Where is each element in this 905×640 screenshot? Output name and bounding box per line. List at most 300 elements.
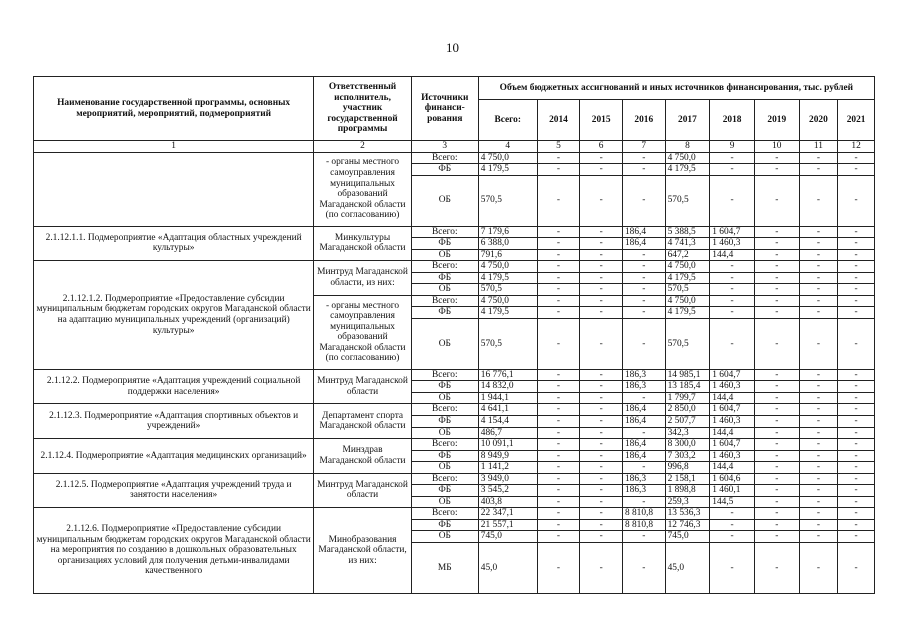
year-value-cell: 570,5	[665, 318, 710, 369]
year-value-cell: 144,5	[710, 496, 755, 508]
year-value-cell: 144,4	[710, 462, 755, 474]
year-value-cell: -	[754, 381, 799, 393]
year-value-cell: -	[710, 272, 755, 284]
year-value-cell: -	[710, 295, 755, 307]
year-value-cell: 186,4	[622, 404, 665, 416]
year-value-cell: -	[838, 226, 875, 238]
year-value-cell: -	[537, 226, 580, 238]
year-value-cell: -	[622, 462, 665, 474]
year-value-cell: -	[537, 542, 580, 593]
table-row	[34, 369, 875, 381]
measure-name	[34, 152, 314, 226]
column-index: 5	[537, 141, 580, 153]
year-value-cell: -	[838, 238, 875, 250]
column-index: 1	[34, 141, 314, 153]
year-value-cell: -	[799, 415, 838, 427]
executor-cell: Минздрав Магаданской области	[314, 439, 411, 474]
year-value-cell: -	[799, 404, 838, 416]
year-value-cell: -	[580, 284, 623, 296]
year-value-cell: -	[622, 152, 665, 164]
year-value-cell: 144,4	[710, 427, 755, 439]
year-value-cell: -	[580, 404, 623, 416]
year-value-cell: 647,2	[665, 249, 710, 261]
header-year: 2018	[710, 100, 755, 141]
year-value-cell: 259,3	[665, 496, 710, 508]
year-value-cell: 13 536,3	[665, 508, 710, 520]
year-value-cell: -	[838, 542, 875, 593]
year-value-cell: -	[754, 485, 799, 497]
year-value-cell: 144,4	[710, 392, 755, 404]
year-value-cell: -	[537, 318, 580, 369]
year-value-cell: -	[754, 175, 799, 226]
total-cell: 4 179,5	[478, 272, 537, 284]
year-value-cell: -	[580, 307, 623, 319]
year-value-cell: -	[622, 392, 665, 404]
year-value-cell: -	[537, 249, 580, 261]
year-value-cell: -	[754, 369, 799, 381]
year-value-cell: -	[754, 542, 799, 593]
year-value-cell: -	[754, 519, 799, 531]
year-value-cell: 14 985,1	[665, 369, 710, 381]
year-value-cell: -	[710, 307, 755, 319]
year-value-cell: 186,4	[622, 238, 665, 250]
year-value-cell: 570,5	[665, 175, 710, 226]
year-value-cell: 186,3	[622, 485, 665, 497]
year-value-cell: -	[537, 427, 580, 439]
source-cell: ФБ	[411, 519, 478, 531]
source-cell: Всего:	[411, 508, 478, 520]
column-index: 6	[580, 141, 623, 153]
year-value-cell: -	[838, 508, 875, 520]
year-value-cell: -	[580, 238, 623, 250]
total-cell: 486,7	[478, 427, 537, 439]
year-value-cell: 186,3	[622, 473, 665, 485]
source-cell: ОБ	[411, 531, 478, 543]
year-value-cell: 1 460,3	[710, 415, 755, 427]
year-value-cell: 1 604,7	[710, 404, 755, 416]
source-cell: ОБ	[411, 427, 478, 439]
source-cell: ОБ	[411, 175, 478, 226]
year-value-cell: -	[799, 473, 838, 485]
year-value-cell: -	[799, 485, 838, 497]
year-value-cell: -	[838, 261, 875, 273]
year-value-cell: -	[622, 531, 665, 543]
total-cell: 21 557,1	[478, 519, 537, 531]
year-value-cell: -	[537, 392, 580, 404]
total-cell: 4 750,0	[478, 152, 537, 164]
year-value-cell: -	[537, 404, 580, 416]
year-value-cell: 4 179,5	[665, 272, 710, 284]
measure-name: 2.1.12.6. Подмероприятие «Предоставление субсидии муниципальным бюджетам городских округов Магаданской области на мероприятия по созданию в дошкольных образовательных организациях условий для получения детьми-инвалидами качественного	[34, 508, 314, 594]
year-value-cell: 5 388,5	[665, 226, 710, 238]
column-index: 4	[478, 141, 537, 153]
total-cell: 570,5	[478, 284, 537, 296]
year-value-cell: -	[799, 249, 838, 261]
source-cell: Всего:	[411, 439, 478, 451]
source-cell: ФБ	[411, 450, 478, 462]
year-value-cell: -	[537, 238, 580, 250]
year-value-cell: -	[537, 531, 580, 543]
header-name: Наименование государственной программы, основных мероприятий, мероприятий, подмероприятий	[34, 77, 314, 141]
year-value-cell: 745,0	[665, 531, 710, 543]
total-cell: 4 179,5	[478, 164, 537, 176]
year-value-cell: -	[799, 519, 838, 531]
header-year: Всего:	[478, 100, 537, 141]
year-value-cell: -	[580, 450, 623, 462]
year-value-cell: -	[710, 164, 755, 176]
year-value-cell: -	[754, 272, 799, 284]
year-value-cell: -	[799, 381, 838, 393]
source-cell: ФБ	[411, 485, 478, 497]
header-executor: Ответственный исполнитель, участник государственной программы	[314, 77, 411, 141]
year-value-cell: -	[537, 439, 580, 451]
source-cell: Всего:	[411, 369, 478, 381]
measure-name: 2.1.12.3. Подмероприятие «Адаптация спортивных объектов и учреждений»	[34, 404, 314, 439]
year-value-cell: 186,4	[622, 450, 665, 462]
year-value-cell: -	[838, 473, 875, 485]
year-value-cell: -	[838, 485, 875, 497]
year-value-cell: -	[754, 307, 799, 319]
year-value-cell: -	[754, 226, 799, 238]
year-value-cell: 144,4	[710, 249, 755, 261]
executor-cell: Минтруд Магаданской области	[314, 473, 411, 508]
measure-name: 2.1.12.5. Подмероприятие «Адаптация учреждений труда и занятости населения»	[34, 473, 314, 508]
year-value-cell: -	[838, 427, 875, 439]
year-value-cell: -	[580, 175, 623, 226]
year-value-cell: -	[754, 473, 799, 485]
year-value-cell: -	[580, 427, 623, 439]
year-value-cell: -	[537, 519, 580, 531]
year-value-cell: -	[622, 249, 665, 261]
year-value-cell: -	[622, 272, 665, 284]
year-value-cell: -	[799, 531, 838, 543]
source-cell: ФБ	[411, 307, 478, 319]
year-value-cell: -	[754, 404, 799, 416]
year-value-cell: -	[838, 462, 875, 474]
year-value-cell: -	[537, 450, 580, 462]
year-value-cell: -	[580, 272, 623, 284]
year-value-cell: 45,0	[665, 542, 710, 593]
year-value-cell: -	[754, 496, 799, 508]
year-value-cell: 7 303,2	[665, 450, 710, 462]
year-value-cell: -	[537, 175, 580, 226]
source-cell: ФБ	[411, 164, 478, 176]
total-cell: 1 141,2	[478, 462, 537, 474]
year-value-cell: 342,3	[665, 427, 710, 439]
year-value-cell: -	[622, 284, 665, 296]
year-value-cell: -	[754, 531, 799, 543]
year-value-cell: -	[754, 439, 799, 451]
year-value-cell: 8 810,8	[622, 508, 665, 520]
column-index: 7	[622, 141, 665, 153]
header-year: 2019	[754, 100, 799, 141]
year-value-cell: -	[710, 519, 755, 531]
year-value-cell: 8 810,8	[622, 519, 665, 531]
table-row	[34, 261, 875, 273]
source-cell: ФБ	[411, 272, 478, 284]
year-value-cell: -	[537, 415, 580, 427]
year-value-cell: -	[580, 531, 623, 543]
header-year: 2017	[665, 100, 710, 141]
year-value-cell: 186,3	[622, 381, 665, 393]
year-value-cell: -	[838, 249, 875, 261]
year-value-cell: -	[799, 226, 838, 238]
year-value-cell: 2 507,7	[665, 415, 710, 427]
year-value-cell: -	[838, 531, 875, 543]
year-value-cell: -	[799, 295, 838, 307]
total-cell: 3 949,0	[478, 473, 537, 485]
year-value-cell: 186,4	[622, 415, 665, 427]
year-value-cell: -	[622, 542, 665, 593]
year-value-cell: 1 460,3	[710, 238, 755, 250]
year-value-cell: 186,3	[622, 369, 665, 381]
measure-name: 2.1.12.1.2. Подмероприятие «Предоставление субсидии муниципальным бюджетам городских округов Магаданской области на адаптацию муниципальных учреждений (организаций) культуры»	[34, 261, 314, 370]
year-value-cell: 1 460,3	[710, 381, 755, 393]
year-value-cell: 4 750,0	[665, 295, 710, 307]
year-value-cell: -	[710, 542, 755, 593]
source-cell: ОБ	[411, 392, 478, 404]
year-value-cell: 2 850,0	[665, 404, 710, 416]
year-value-cell: 4 741,3	[665, 238, 710, 250]
year-value-cell: -	[799, 272, 838, 284]
total-cell: 4 179,5	[478, 307, 537, 319]
total-cell: 4 750,0	[478, 295, 537, 307]
year-value-cell: 1 898,8	[665, 485, 710, 497]
year-value-cell: -	[838, 404, 875, 416]
column-index: 3	[411, 141, 478, 153]
header-year: 2015	[580, 100, 623, 141]
year-value-cell: -	[622, 261, 665, 273]
year-value-cell: -	[838, 295, 875, 307]
year-value-cell: -	[580, 249, 623, 261]
year-value-cell: -	[799, 261, 838, 273]
table-row	[34, 404, 875, 416]
year-value-cell: -	[537, 307, 580, 319]
year-value-cell: 1 604,7	[710, 439, 755, 451]
header-source: Источники финанси-рования	[411, 77, 478, 141]
year-value-cell: -	[580, 439, 623, 451]
year-value-cell: -	[754, 152, 799, 164]
source-cell: ОБ	[411, 318, 478, 369]
year-value-cell: -	[838, 392, 875, 404]
year-value-cell: -	[838, 284, 875, 296]
year-value-cell: -	[754, 238, 799, 250]
year-value-cell: -	[754, 249, 799, 261]
year-value-cell: 1 604,7	[710, 369, 755, 381]
total-cell: 7 179,6	[478, 226, 537, 238]
total-cell: 570,5	[478, 175, 537, 226]
year-value-cell: -	[799, 450, 838, 462]
year-value-cell: 4 750,0	[665, 261, 710, 273]
year-value-cell: -	[580, 164, 623, 176]
year-value-cell: -	[799, 238, 838, 250]
total-cell: 10 091,1	[478, 439, 537, 451]
year-value-cell: -	[838, 307, 875, 319]
source-cell: Всего:	[411, 261, 478, 273]
column-index: 11	[799, 141, 838, 153]
source-cell: ОБ	[411, 496, 478, 508]
column-index-row	[34, 141, 875, 153]
year-value-cell: -	[710, 152, 755, 164]
year-value-cell: 1 604,7	[710, 226, 755, 238]
year-value-cell: -	[622, 295, 665, 307]
year-value-cell: -	[537, 152, 580, 164]
year-value-cell: -	[622, 427, 665, 439]
year-value-cell: 1 460,3	[710, 450, 755, 462]
year-value-cell: -	[754, 450, 799, 462]
year-value-cell: -	[580, 369, 623, 381]
measure-name: 2.1.12.2. Подмероприятие «Адаптация учреждений социальной поддержки населения»	[34, 369, 314, 404]
year-value-cell: -	[710, 284, 755, 296]
measure-name: 2.1.12.4. Подмероприятие «Адаптация медицинских организаций»	[34, 439, 314, 474]
source-cell: ФБ	[411, 381, 478, 393]
year-value-cell: -	[754, 462, 799, 474]
column-index: 12	[838, 141, 875, 153]
year-value-cell: -	[799, 369, 838, 381]
year-value-cell: 186,4	[622, 439, 665, 451]
source-cell: ФБ	[411, 238, 478, 250]
header-year: 2014	[537, 100, 580, 141]
year-value-cell: -	[799, 392, 838, 404]
year-value-cell: -	[580, 496, 623, 508]
year-value-cell: -	[580, 473, 623, 485]
header-year: 2016	[622, 100, 665, 141]
year-value-cell: -	[799, 164, 838, 176]
year-value-cell: -	[580, 295, 623, 307]
year-value-cell: -	[622, 307, 665, 319]
year-value-cell: 4 750,0	[665, 152, 710, 164]
total-cell: 45,0	[478, 542, 537, 593]
column-index: 2	[314, 141, 411, 153]
total-cell: 570,5	[478, 318, 537, 369]
year-value-cell: 8 300,0	[665, 439, 710, 451]
year-value-cell: -	[754, 415, 799, 427]
year-value-cell: -	[622, 496, 665, 508]
year-value-cell: -	[537, 369, 580, 381]
year-value-cell: 186,4	[622, 226, 665, 238]
year-value-cell: -	[537, 381, 580, 393]
year-value-cell: -	[710, 531, 755, 543]
year-value-cell: -	[838, 152, 875, 164]
executor-cell: Минобразования Магаданской области, из них:	[314, 508, 411, 594]
year-value-cell: -	[580, 415, 623, 427]
year-value-cell: -	[838, 164, 875, 176]
year-value-cell: -	[838, 450, 875, 462]
year-value-cell: 2 158,1	[665, 473, 710, 485]
year-value-cell: -	[580, 392, 623, 404]
table-row	[34, 152, 875, 164]
year-value-cell: -	[838, 318, 875, 369]
year-value-cell: -	[838, 369, 875, 381]
year-value-cell: -	[580, 485, 623, 497]
total-cell: 3 545,2	[478, 485, 537, 497]
total-cell: 791,6	[478, 249, 537, 261]
year-value-cell: -	[537, 496, 580, 508]
total-cell: 4 154,4	[478, 415, 537, 427]
year-value-cell: -	[537, 284, 580, 296]
year-value-cell: -	[710, 261, 755, 273]
total-cell: 745,0	[478, 531, 537, 543]
total-cell: 6 388,0	[478, 238, 537, 250]
year-value-cell: -	[580, 542, 623, 593]
year-value-cell: -	[537, 261, 580, 273]
year-value-cell: -	[799, 175, 838, 226]
year-value-cell: -	[799, 427, 838, 439]
year-value-cell: -	[537, 485, 580, 497]
year-value-cell: -	[754, 508, 799, 520]
year-value-cell: -	[799, 496, 838, 508]
table-row	[34, 473, 875, 485]
year-value-cell: -	[799, 307, 838, 319]
year-value-cell: -	[580, 508, 623, 520]
year-value-cell: -	[537, 508, 580, 520]
year-value-cell: -	[754, 318, 799, 369]
table-row	[34, 226, 875, 238]
year-value-cell: -	[754, 427, 799, 439]
column-index: 10	[754, 141, 799, 153]
executor-cell: Минкультуры Магаданской области	[314, 226, 411, 261]
year-value-cell: -	[838, 439, 875, 451]
year-value-cell: 1 604,6	[710, 473, 755, 485]
executor-cell: Минтруд Магаданской области, из них:	[314, 261, 411, 296]
measure-name: 2.1.12.1.1. Подмероприятие «Адаптация областных учреждений культуры»	[34, 226, 314, 261]
year-value-cell: -	[838, 415, 875, 427]
executor-cell: - органы местного самоуправления муниципальных образований Магаданской области (по согласованию)	[314, 295, 411, 369]
total-cell: 4 750,0	[478, 261, 537, 273]
executor-cell: Департамент спорта Магаданской области	[314, 404, 411, 439]
year-value-cell: -	[838, 519, 875, 531]
year-value-cell: -	[537, 295, 580, 307]
year-value-cell: -	[710, 175, 755, 226]
source-cell: Всего:	[411, 473, 478, 485]
year-value-cell: -	[799, 318, 838, 369]
year-value-cell: -	[754, 261, 799, 273]
year-value-cell: -	[754, 295, 799, 307]
year-value-cell: -	[537, 272, 580, 284]
year-value-cell: -	[580, 462, 623, 474]
source-cell: Всего:	[411, 295, 478, 307]
source-cell: Всего:	[411, 152, 478, 164]
year-value-cell: 13 185,4	[665, 381, 710, 393]
year-value-cell: -	[710, 318, 755, 369]
year-value-cell: -	[754, 392, 799, 404]
year-value-cell: 4 179,5	[665, 307, 710, 319]
year-value-cell: -	[580, 152, 623, 164]
year-value-cell: -	[799, 439, 838, 451]
source-cell: МБ	[411, 542, 478, 593]
executor-cell: Минтруд Магаданской области	[314, 369, 411, 404]
year-value-cell: 1 799,7	[665, 392, 710, 404]
year-value-cell: 1 460,1	[710, 485, 755, 497]
header-year: 2020	[799, 100, 838, 141]
total-cell: 4 641,1	[478, 404, 537, 416]
year-value-cell: -	[580, 261, 623, 273]
year-value-cell: -	[580, 519, 623, 531]
year-value-cell: -	[622, 175, 665, 226]
year-value-cell: 12 746,3	[665, 519, 710, 531]
table-row	[34, 508, 875, 520]
year-value-cell: -	[622, 318, 665, 369]
year-value-cell: -	[537, 462, 580, 474]
column-index: 9	[710, 141, 755, 153]
column-index: 8	[665, 141, 710, 153]
year-value-cell: -	[537, 164, 580, 176]
source-cell: ОБ	[411, 249, 478, 261]
header-volume: Объем бюджетных ассигнований и иных источников финансирования, тыс. рублей	[478, 77, 874, 100]
total-cell: 1 944,1	[478, 392, 537, 404]
year-value-cell: -	[799, 462, 838, 474]
year-value-cell: -	[710, 508, 755, 520]
